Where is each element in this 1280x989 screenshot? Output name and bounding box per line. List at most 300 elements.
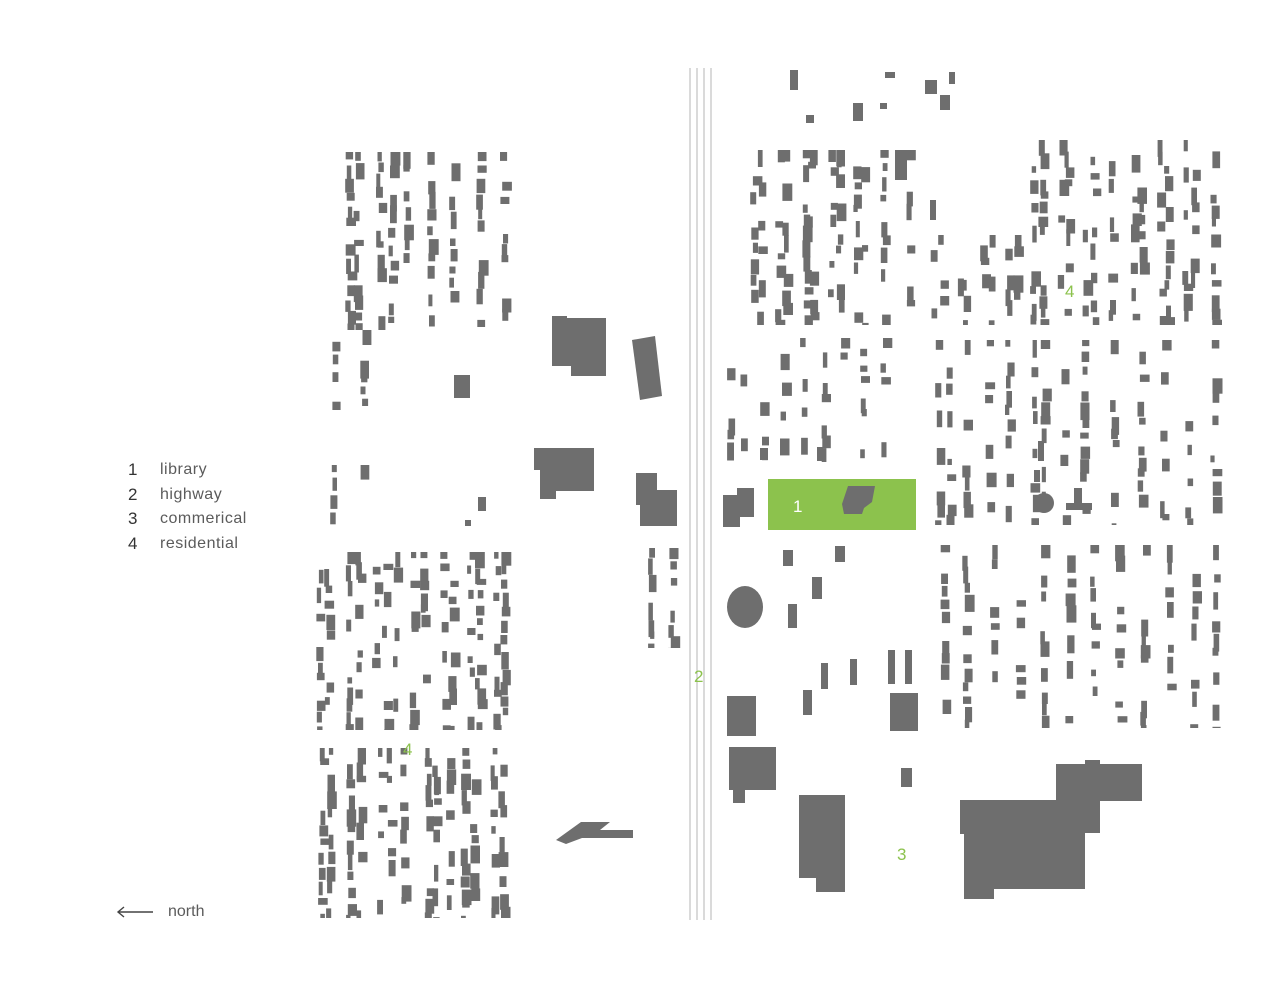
house-footprint xyxy=(782,184,792,201)
house-footprint xyxy=(356,823,364,840)
house-footprint xyxy=(477,722,483,730)
house-footprint xyxy=(987,502,995,512)
house-footprint xyxy=(451,249,458,261)
house-footprint xyxy=(941,665,950,680)
house-footprint xyxy=(384,729,394,730)
house-footprint xyxy=(317,588,321,603)
house-footprint xyxy=(1030,286,1036,294)
house-footprint xyxy=(965,477,970,490)
house-footprint xyxy=(478,497,486,511)
house-footprint xyxy=(992,671,998,682)
house-footprint xyxy=(388,228,395,238)
house-footprint xyxy=(433,888,439,906)
house-footprint xyxy=(476,606,484,616)
house-footprint xyxy=(378,241,384,247)
house-footprint xyxy=(318,853,323,865)
house-footprint xyxy=(500,152,507,161)
house-footprint xyxy=(362,399,368,406)
highway-lines xyxy=(690,68,711,920)
house-footprint xyxy=(1165,280,1170,289)
house-footprint xyxy=(378,748,382,757)
marker-library: 1 xyxy=(793,497,803,516)
house-footprint xyxy=(1140,375,1150,382)
house-footprint xyxy=(1164,166,1169,174)
house-footprint xyxy=(475,678,480,689)
arrow-left-icon xyxy=(116,906,154,918)
house-footprint xyxy=(1067,661,1073,679)
house-footprint xyxy=(461,849,468,866)
house-footprint xyxy=(1032,166,1036,173)
house-footprint xyxy=(503,708,508,716)
house-footprint xyxy=(501,552,511,566)
house-footprint xyxy=(347,809,357,826)
house-footprint xyxy=(854,247,863,260)
house-footprint xyxy=(1082,352,1090,362)
house-footprint xyxy=(862,409,867,416)
house-footprint xyxy=(442,651,447,663)
house-footprint xyxy=(375,643,380,654)
house-footprint xyxy=(1091,301,1097,313)
house-footprint xyxy=(758,246,768,254)
legend-item-highway xyxy=(128,483,288,508)
house-footprint xyxy=(783,303,793,315)
house-footprint xyxy=(823,383,828,395)
house-footprint xyxy=(802,408,808,417)
house-footprint xyxy=(937,492,946,506)
house-footprint xyxy=(668,625,673,638)
house-footprint xyxy=(942,641,949,654)
house-footprint xyxy=(383,564,393,570)
house-footprint xyxy=(353,313,362,321)
house-footprint xyxy=(1041,285,1047,295)
house-footprint xyxy=(822,394,831,402)
house-footprint xyxy=(759,182,766,196)
house-footprint xyxy=(1140,247,1148,263)
house-footprint xyxy=(1167,657,1173,674)
legend-number: 1 xyxy=(128,460,138,480)
house-footprint xyxy=(810,272,819,286)
house-footprint xyxy=(1080,459,1089,474)
house-footprint xyxy=(1092,228,1097,238)
house-footprint xyxy=(964,420,973,431)
house-footprint xyxy=(987,340,994,346)
house-footprint xyxy=(1083,306,1089,317)
house-footprint xyxy=(410,693,416,709)
house-footprint xyxy=(447,895,452,910)
house-footprint xyxy=(346,779,355,788)
house-footprint xyxy=(472,835,479,843)
house-footprint xyxy=(1041,153,1050,169)
house-footprint xyxy=(477,579,487,585)
house-footprint xyxy=(669,548,678,559)
house-footprint xyxy=(1006,506,1012,522)
house-footprint xyxy=(1166,317,1175,325)
house-footprint xyxy=(446,810,455,820)
house-footprint xyxy=(1213,497,1223,513)
house-footprint xyxy=(389,304,394,316)
house-footprint xyxy=(345,301,350,312)
house-footprint xyxy=(1090,545,1099,553)
house-footprint xyxy=(451,212,457,229)
house-footprint xyxy=(775,221,783,227)
house-footprint xyxy=(1212,280,1222,287)
house-footprint xyxy=(1042,716,1050,728)
house-footprint xyxy=(476,195,483,210)
house-footprint xyxy=(420,569,428,582)
house-footprint xyxy=(823,352,827,367)
house-footprint xyxy=(356,163,365,179)
house-footprint xyxy=(882,315,891,325)
house-footprint xyxy=(329,835,334,850)
house-footprint xyxy=(426,816,433,831)
house-footprint xyxy=(790,70,798,90)
house-footprint xyxy=(478,699,488,709)
house-footprint xyxy=(379,203,387,213)
house-footprint xyxy=(1118,716,1128,722)
house-footprint xyxy=(1190,724,1198,728)
house-footprint xyxy=(461,877,470,888)
house-footprint xyxy=(412,623,419,632)
house-footprint xyxy=(1117,624,1127,632)
house-footprint xyxy=(1141,655,1149,663)
house-footprint xyxy=(671,578,677,586)
house-footprint xyxy=(354,211,360,221)
house-footprint xyxy=(803,256,810,272)
house-footprint xyxy=(1006,376,1011,389)
house-footprint xyxy=(317,673,325,680)
house-footprint xyxy=(1138,468,1145,476)
house-footprint xyxy=(427,226,433,235)
house-footprint xyxy=(862,323,868,325)
house-footprint xyxy=(347,677,352,683)
house-footprint xyxy=(965,595,975,612)
house-footprint xyxy=(837,204,847,222)
house-footprint xyxy=(391,152,401,166)
house-footprint xyxy=(1083,230,1088,243)
house-footprint xyxy=(388,317,394,323)
house-footprint xyxy=(839,298,845,312)
house-footprint xyxy=(321,811,326,825)
house-footprint xyxy=(434,798,442,805)
house-footprint xyxy=(401,897,406,904)
house-footprint xyxy=(403,165,409,171)
house-footprint xyxy=(382,626,387,638)
house-footprint xyxy=(421,552,428,558)
house-footprint xyxy=(500,197,509,204)
house-footprint xyxy=(941,600,950,610)
house-footprint xyxy=(472,779,482,795)
house-footprint xyxy=(1092,624,1101,630)
house-footprint xyxy=(496,566,502,575)
house-footprint xyxy=(333,478,338,491)
house-footprint xyxy=(1166,266,1171,280)
house-footprint xyxy=(836,174,845,188)
house-footprint xyxy=(940,296,949,306)
house-footprint xyxy=(1162,514,1169,520)
house-footprint xyxy=(1067,635,1074,653)
house-footprint xyxy=(727,443,734,461)
house-footprint xyxy=(501,907,511,918)
house-footprint xyxy=(1109,310,1113,321)
house-footprint xyxy=(805,287,814,294)
house-footprint xyxy=(981,258,989,265)
house-footprint xyxy=(880,103,887,109)
house-footprint xyxy=(410,710,420,725)
house-footprint xyxy=(830,215,836,227)
house-footprint xyxy=(943,700,952,714)
house-footprint xyxy=(1041,416,1051,424)
house-footprint xyxy=(854,312,863,322)
house-footprint xyxy=(346,565,351,581)
house-footprint xyxy=(1165,176,1173,191)
house-footprint xyxy=(449,597,457,604)
house-footprint xyxy=(378,316,385,330)
house-footprint xyxy=(1081,447,1091,459)
house-footprint xyxy=(425,758,432,767)
house-footprint xyxy=(817,447,823,461)
house-footprint xyxy=(1006,436,1012,449)
house-footprint xyxy=(1157,222,1165,232)
house-footprint xyxy=(964,296,971,312)
house-footprint xyxy=(345,179,354,193)
house-footprint xyxy=(1066,167,1075,178)
house-footprint xyxy=(947,474,956,481)
house-footprint xyxy=(354,255,359,273)
house-footprint xyxy=(965,669,973,683)
house-footprint xyxy=(388,820,398,827)
house-footprint xyxy=(433,917,439,918)
house-footprint xyxy=(477,289,483,305)
house-footprint xyxy=(450,581,458,587)
house-footprint xyxy=(947,515,955,525)
house-footprint xyxy=(347,764,353,779)
house-footprint xyxy=(751,290,759,303)
house-footprint xyxy=(406,207,411,221)
house-footprint xyxy=(883,338,892,348)
house-footprint xyxy=(942,653,950,663)
house-footprint xyxy=(400,765,406,777)
house-footprint xyxy=(1038,217,1048,227)
house-footprint xyxy=(1168,560,1172,575)
house-footprint xyxy=(1166,239,1174,250)
house-footprint xyxy=(1213,389,1220,403)
house-footprint xyxy=(801,438,808,455)
house-footprint xyxy=(426,785,432,801)
house-footprint xyxy=(907,300,915,306)
house-footprint xyxy=(949,72,955,84)
house-footprint xyxy=(751,275,757,286)
house-footprint xyxy=(1167,602,1174,618)
house-footprint xyxy=(1032,397,1037,409)
house-footprint xyxy=(354,240,364,246)
house-footprint xyxy=(355,152,361,161)
house-footprint xyxy=(1160,431,1167,442)
house-footprint xyxy=(1041,307,1046,318)
house-footprint xyxy=(883,235,891,245)
house-footprint xyxy=(1111,493,1119,507)
house-footprint xyxy=(427,152,434,165)
house-footprint xyxy=(326,908,331,918)
house-footprint xyxy=(1141,725,1147,728)
house-footprint xyxy=(1115,702,1123,708)
house-footprint xyxy=(841,338,850,349)
legend-number: 3 xyxy=(128,509,138,529)
legend-item-residential xyxy=(128,532,288,557)
house-footprint xyxy=(935,383,941,397)
house-footprint xyxy=(1033,449,1038,458)
house-footprint xyxy=(468,717,475,730)
house-footprint xyxy=(940,95,950,110)
house-footprint xyxy=(1031,271,1041,286)
house-footprint xyxy=(346,724,354,730)
house-footprint xyxy=(1193,574,1201,587)
house-footprint xyxy=(477,665,487,676)
house-footprint xyxy=(501,621,508,633)
house-footprint xyxy=(1137,188,1147,204)
house-footprint xyxy=(1192,692,1197,707)
house-footprint xyxy=(428,295,432,307)
house-footprint xyxy=(379,805,388,813)
house-footprint xyxy=(941,574,948,584)
house-footprint xyxy=(1090,244,1095,260)
house-footprint xyxy=(828,289,834,297)
house-footprint xyxy=(1213,727,1221,728)
north-label: north xyxy=(168,903,205,920)
house-footprint xyxy=(930,200,936,220)
house-footprint xyxy=(478,166,487,173)
house-footprint xyxy=(468,656,473,663)
house-footprint xyxy=(1031,483,1041,492)
house-footprint xyxy=(937,411,942,428)
house-footprint xyxy=(1042,693,1048,704)
house-footprint xyxy=(491,810,498,817)
house-footprint xyxy=(502,607,511,617)
house-footprint xyxy=(348,854,353,870)
house-footprint xyxy=(809,216,813,227)
house-footprint xyxy=(470,824,477,833)
house-footprint xyxy=(451,653,461,668)
house-footprint xyxy=(394,568,403,583)
house-footprint xyxy=(1065,716,1073,723)
house-footprint xyxy=(390,205,397,223)
house-footprint xyxy=(753,243,758,253)
house-footprint xyxy=(992,545,997,559)
house-footprint xyxy=(1214,574,1221,582)
house-footprint xyxy=(1032,367,1039,377)
house-footprint xyxy=(378,268,387,282)
house-footprint xyxy=(942,612,950,623)
house-footprint xyxy=(1140,263,1150,275)
house-footprint xyxy=(361,387,366,395)
house-footprint xyxy=(449,689,457,706)
house-footprint xyxy=(427,774,432,786)
house-footprint xyxy=(1065,309,1072,316)
house-footprint xyxy=(985,395,993,403)
house-footprint xyxy=(762,437,769,446)
house-footprint xyxy=(985,382,995,389)
house-footprint xyxy=(324,569,329,587)
house-footprint xyxy=(347,872,353,880)
house-footprint xyxy=(363,330,372,345)
house-footprint xyxy=(429,315,435,326)
house-footprint xyxy=(855,182,862,189)
house-footprint xyxy=(1138,480,1143,491)
house-footprint xyxy=(856,221,860,237)
house-footprint xyxy=(1116,556,1125,572)
house-footprint xyxy=(1192,225,1199,234)
house-footprint xyxy=(425,912,432,918)
house-footprint xyxy=(800,338,806,347)
house-footprint xyxy=(1211,195,1217,204)
house-footprint xyxy=(384,592,392,607)
house-footprint xyxy=(325,697,330,705)
marker-highway: 2 xyxy=(694,667,704,686)
house-footprint xyxy=(881,222,887,237)
house-footprint xyxy=(1015,235,1022,247)
house-footprint xyxy=(499,852,509,867)
house-footprint xyxy=(1062,430,1070,437)
house-footprint xyxy=(468,590,473,599)
house-footprint xyxy=(388,848,396,856)
house-footprint xyxy=(462,864,471,876)
house-footprint xyxy=(1131,263,1138,274)
house-footprint xyxy=(423,675,431,684)
house-footprint xyxy=(1041,576,1047,588)
house-footprint xyxy=(389,860,396,876)
house-footprint xyxy=(963,626,972,635)
house-footprint xyxy=(494,644,501,655)
house-footprint xyxy=(316,614,325,622)
house-footprint xyxy=(1092,641,1100,648)
house-footprint xyxy=(1188,479,1194,487)
house-footprint xyxy=(881,248,888,263)
house-footprint xyxy=(861,167,870,182)
house-footprint xyxy=(1065,152,1069,168)
house-footprint xyxy=(803,205,808,213)
house-footprint xyxy=(1017,600,1026,607)
house-footprint xyxy=(319,570,324,584)
house-footprint xyxy=(329,748,333,755)
house-footprint xyxy=(429,239,439,255)
house-footprint xyxy=(317,726,322,730)
house-footprint xyxy=(1212,217,1216,226)
house-footprint xyxy=(1212,416,1218,426)
house-footprint xyxy=(440,552,447,559)
house-footprint xyxy=(1110,217,1114,232)
house-footprint xyxy=(1167,684,1176,691)
house-footprint xyxy=(491,826,495,834)
house-footprint xyxy=(1041,340,1050,349)
house-footprint xyxy=(501,652,509,670)
house-footprint xyxy=(461,916,466,918)
house-footprint xyxy=(503,234,508,244)
marker-residential-east: 4 xyxy=(1065,282,1075,301)
house-footprint xyxy=(1005,405,1009,415)
house-footprint xyxy=(1139,418,1146,425)
house-footprint xyxy=(502,244,507,257)
house-footprint xyxy=(478,634,484,640)
house-footprint xyxy=(433,830,440,843)
house-footprint xyxy=(782,383,792,396)
house-footprint xyxy=(853,205,857,212)
house-footprint xyxy=(387,776,392,783)
house-footprint xyxy=(1091,670,1096,677)
house-footprint xyxy=(1143,545,1151,556)
house-footprint xyxy=(1161,372,1169,384)
house-footprint xyxy=(1091,157,1096,165)
house-footprint xyxy=(461,774,471,790)
house-footprint xyxy=(327,630,335,639)
